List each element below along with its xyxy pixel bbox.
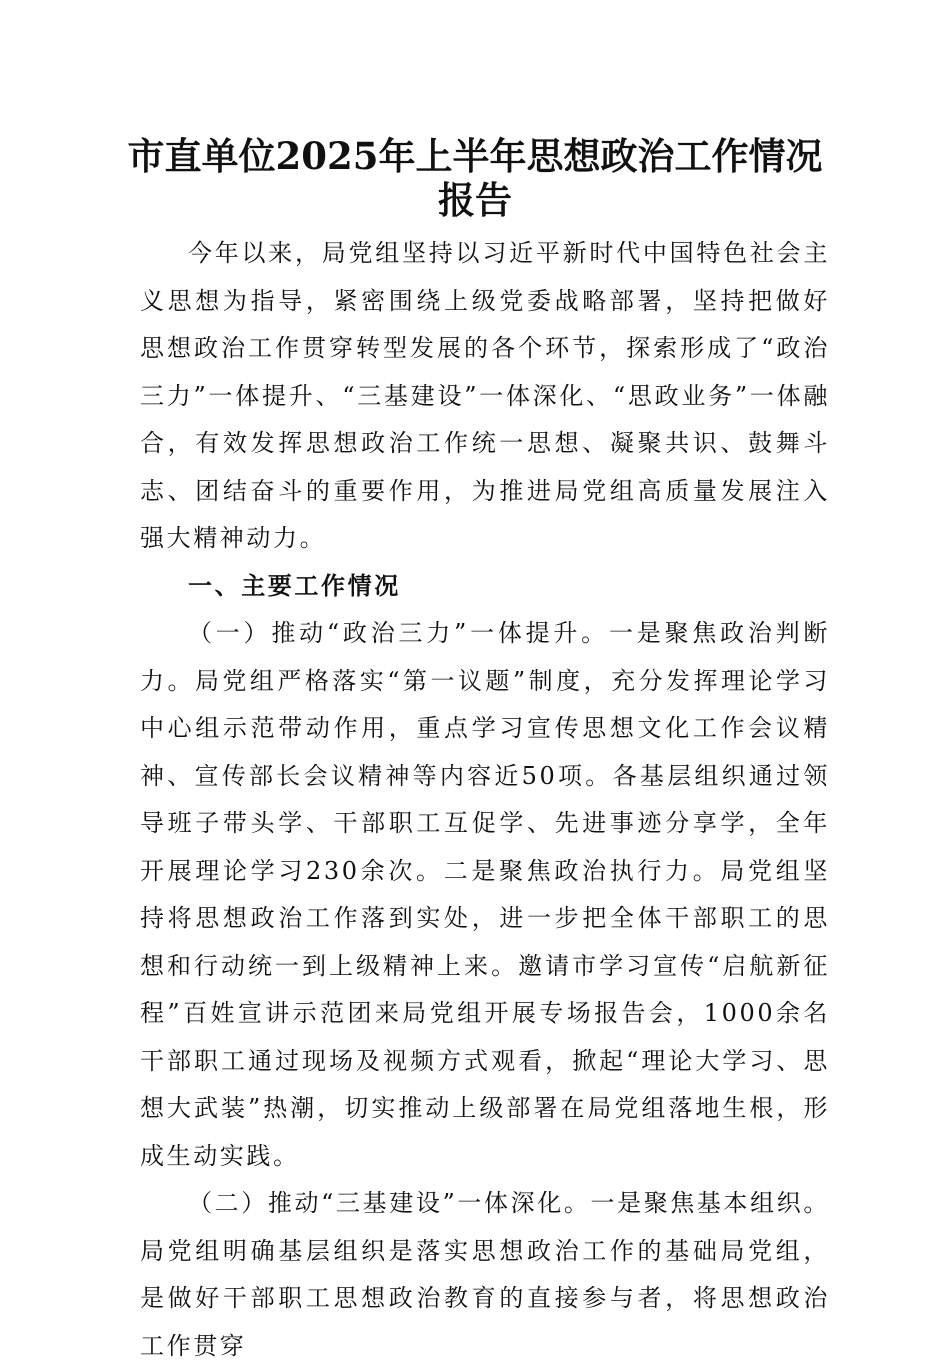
- section-heading-main-work: 一、主要工作情况: [188, 571, 401, 600]
- subsection-1-text: 一是聚焦政治判断力。局党组严格落实“第一议题”制度，充分发挥理论学习中心组示范带动作用，重点学习宣传思想文化工作会议精神、宣传部长会议精神等内容近50项。各基层组织通过领导班子带头学、干部职工互促学、先进事迹分享学，全年开展理论学习230余次。二是聚焦政治执行力。局党组坚持将思想政治工作落到实处，进一步把全体干部职工的思想和行动统一到上级精神上来。邀请市学习宣传“启航新征程”百姓宣讲示范团来局党组开展专场报告会，1000余名干部职工通过现场及视频方式观看，掀起“理论大学习、思想大武装”热潮，切实推动上级部署在局党组落地生根，形成生动实践。: [140, 619, 830, 1170]
- subsection-2-lead: （二）推动“三基建设”一体深化。: [188, 1189, 591, 1217]
- subsection-2-text: 一是聚焦基本组织。局党组明确基层组织是落实思想政治工作的基础局党组，是做好干部职工思想政治教育的直接参与者，将思想政治工作贯穿: [140, 1189, 831, 1360]
- subsection-2-paragraph: [140, 1180, 830, 1370]
- document-title: 市直单位2025年上半年思想政治工作情况报告: [127, 134, 823, 222]
- subsection-1-paragraph: [140, 610, 830, 1180]
- intro-paragraph: 今年以来，局党组坚持以习近平新时代中国特色社会主义思想为指导，紧密围绕上级党委战略部署，坚持把做好思想政治工作贯穿转型发展的各个环节，探索形成了“政治三力”一体提升、“三基建设”一体深化、“思政业务”一体融合，有效发挥思想政治工作统一思想、凝聚共识、鼓舞斗志、团结奋斗的重要作用，为推进局党组高质量发展注入强大精神动力。: [140, 239, 830, 552]
- subsection-1-lead: （一）推动“政治三力”一体提升。: [188, 619, 609, 647]
- document-body: [140, 230, 830, 1370]
